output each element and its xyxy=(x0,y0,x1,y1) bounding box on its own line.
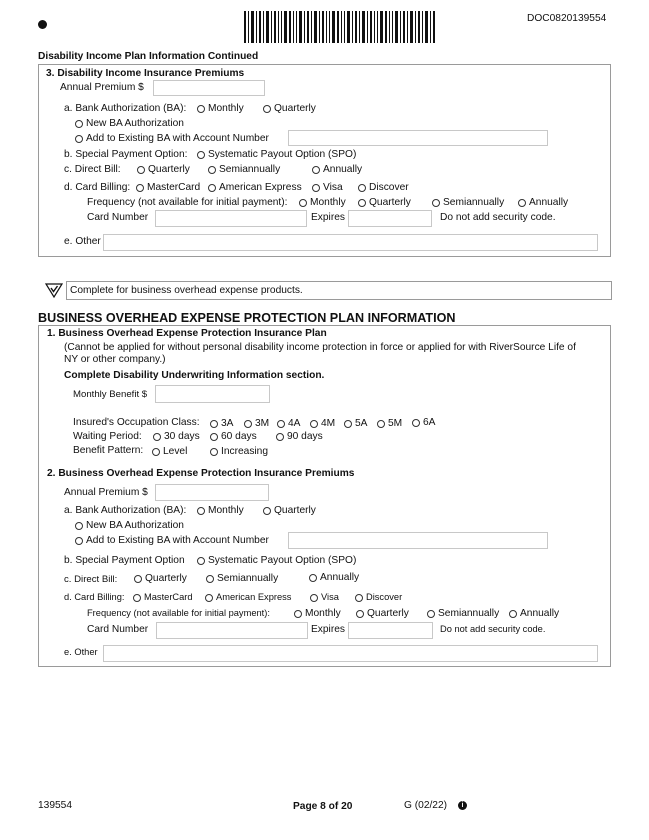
boe-card-number-input[interactable] xyxy=(156,622,308,639)
boe-ba-label: a. Bank Authorization (BA): xyxy=(64,505,187,516)
document-id: DOC0820139554 xyxy=(527,13,607,24)
boe-spo-label: b. Special Payment Option xyxy=(64,555,185,566)
boe-annual-premium-label: Annual Premium $ xyxy=(64,487,148,498)
footer-page-number: Page 8 of 20 xyxy=(293,801,353,812)
direct-bill-quarterly-radio[interactable]: Quarterly xyxy=(137,165,190,175)
boe-card-discover-radio[interactable]: Discover xyxy=(355,593,402,602)
boe-ba-account-number-input[interactable] xyxy=(288,532,548,549)
occupation-class-label: Insured's Occupation Class: xyxy=(73,417,200,428)
direct-bill-label: c. Direct Bill: xyxy=(64,164,121,175)
item3-title: 3. Disability Income Insurance Premiums xyxy=(46,68,245,79)
wait-60-radio[interactable]: 60 days xyxy=(210,432,257,442)
boe-expires-input[interactable] xyxy=(348,622,433,639)
boe-security-code-note: Do not add security code. xyxy=(440,624,546,634)
pattern-increasing-radio[interactable]: Increasing xyxy=(210,447,268,457)
card-number-label: Card Number xyxy=(87,212,149,223)
ba-account-number-input[interactable] xyxy=(288,130,548,146)
boe-freq-annually-radio[interactable]: Annually xyxy=(509,609,559,619)
occ-3m-radio[interactable]: 3M xyxy=(244,419,269,429)
security-code-note: Do not add security code. xyxy=(440,212,556,223)
direct-bill-annually-radio[interactable]: Annually xyxy=(312,165,362,175)
freq-annually-radio[interactable]: Annually xyxy=(518,198,568,208)
boe-direct-bill-label: c. Direct Bill: xyxy=(64,574,118,585)
freq-quarterly-radio[interactable]: Quarterly xyxy=(358,198,411,208)
benefit-pattern-label: Benefit Pattern: xyxy=(73,445,144,456)
boe-direct-bill-semiannually-radio[interactable]: Semiannually xyxy=(206,574,278,584)
card-visa-radio[interactable]: Visa xyxy=(312,183,343,193)
card-billing-label: d. Card Billing: xyxy=(64,182,131,193)
pattern-level-radio[interactable]: Level xyxy=(152,447,187,457)
ba-new-radio[interactable]: New BA Authorization xyxy=(75,119,184,129)
annual-premium-input[interactable] xyxy=(153,80,265,96)
card-mastercard-radio[interactable]: MasterCard xyxy=(136,183,200,193)
boe-freq-monthly-radio[interactable]: Monthly xyxy=(294,609,341,619)
spo-label: b. Special Payment Option: xyxy=(64,149,188,160)
boe-item2-title: 2. Business Overhead Expense Protection Insurance Premiums xyxy=(47,468,355,479)
card-amex-radio[interactable]: American Express xyxy=(208,183,302,193)
spo-radio[interactable]: Systematic Payout Option (SPO) xyxy=(197,150,356,160)
wait-90-radio[interactable]: 90 days xyxy=(276,432,323,442)
boe-card-number-label: Card Number xyxy=(87,624,149,635)
boe-item1-note-line1: (Cannot be applied for without personal disability income protection in force or applied for with RiverSource Life of xyxy=(64,342,576,353)
boe-expires-label: Expires xyxy=(311,624,345,635)
info-icon: i xyxy=(458,801,467,810)
occ-5m-radio[interactable]: 5M xyxy=(377,419,402,429)
ba-monthly-radio[interactable]: Monthly xyxy=(197,104,244,114)
frequency-label: Frequency (not available for initial payment): xyxy=(87,197,288,208)
expires-label: Expires xyxy=(311,212,345,223)
boe-spo-radio[interactable]: Systematic Payout Option (SPO) xyxy=(197,556,356,566)
card-number-input[interactable] xyxy=(155,210,307,227)
occ-4a-radio[interactable]: 4A xyxy=(277,419,300,429)
boe-card-visa-radio[interactable]: Visa xyxy=(310,593,339,602)
occ-5a-radio[interactable]: 5A xyxy=(344,419,367,429)
boe-ba-add-existing-radio[interactable]: Add to Existing BA with Account Number xyxy=(75,536,269,546)
boe-heading: BUSINESS OVERHEAD EXPENSE PROTECTION PLAN INFORMATION xyxy=(38,311,456,325)
expires-input[interactable] xyxy=(348,210,432,227)
boe-freq-semiannually-radio[interactable]: Semiannually xyxy=(427,609,499,619)
boe-card-billing-label: d. Card Billing: xyxy=(64,592,125,602)
boe-ba-new-radio[interactable]: New BA Authorization xyxy=(75,521,184,531)
section-title-continued: Disability Income Plan Information Continued xyxy=(38,51,259,62)
boe-frequency-label: Frequency (not available for initial payment): xyxy=(87,608,270,618)
ba-label: a. Bank Authorization (BA): xyxy=(64,103,187,114)
occ-6a-radio[interactable]: 6A xyxy=(412,418,435,428)
boe-card-amex-radio[interactable]: American Express xyxy=(205,593,291,602)
monthly-benefit-label: Monthly Benefit $ xyxy=(73,389,148,400)
footer-version: G (02/22) xyxy=(404,800,448,811)
monthly-benefit-input[interactable] xyxy=(155,385,270,403)
wait-30-radio[interactable]: 30 days xyxy=(153,432,200,442)
notice-text: Complete for business overhead expense products. xyxy=(70,285,303,296)
triangle-check-icon xyxy=(45,283,63,298)
boe-ba-quarterly-radio[interactable]: Quarterly xyxy=(263,506,316,516)
ba-quarterly-radio[interactable]: Quarterly xyxy=(263,104,316,114)
boe-freq-quarterly-radio[interactable]: Quarterly xyxy=(356,609,409,619)
annual-premium-label: Annual Premium $ xyxy=(60,82,144,93)
registration-dot xyxy=(38,20,47,29)
footer-form-number: 139554 xyxy=(38,800,72,811)
direct-bill-semiannually-radio[interactable]: Semiannually xyxy=(208,165,280,175)
boe-other-label: e. Other xyxy=(64,647,98,657)
card-discover-radio[interactable]: Discover xyxy=(358,183,409,193)
boe-ba-monthly-radio[interactable]: Monthly xyxy=(197,506,244,516)
freq-monthly-radio[interactable]: Monthly xyxy=(299,198,346,208)
boe-annual-premium-input[interactable] xyxy=(155,484,269,501)
ba-add-existing-radio[interactable]: Add to Existing BA with Account Number xyxy=(75,134,269,144)
occ-4m-radio[interactable]: 4M xyxy=(310,419,335,429)
occ-3a-radio[interactable]: 3A xyxy=(210,419,233,429)
boe-item1-note-line2: NY or other company.) xyxy=(64,354,166,365)
freq-semiannually-radio[interactable]: Semiannually xyxy=(432,198,504,208)
barcode xyxy=(244,11,435,43)
boe-other-input[interactable] xyxy=(103,645,598,662)
boe-direct-bill-annually-radio[interactable]: Annually xyxy=(309,573,359,583)
waiting-period-label: Waiting Period: xyxy=(73,431,142,442)
other-label: e. Other xyxy=(64,236,101,247)
boe-direct-bill-quarterly-radio[interactable]: Quarterly xyxy=(134,574,187,584)
boe-card-mastercard-radio[interactable]: MasterCard xyxy=(133,593,193,602)
boe-item1-title: 1. Business Overhead Expense Protection Insurance Plan xyxy=(47,328,327,339)
boe-underwriting-note: Complete Disability Underwriting Information section. xyxy=(64,370,325,381)
other-input[interactable] xyxy=(103,234,598,251)
